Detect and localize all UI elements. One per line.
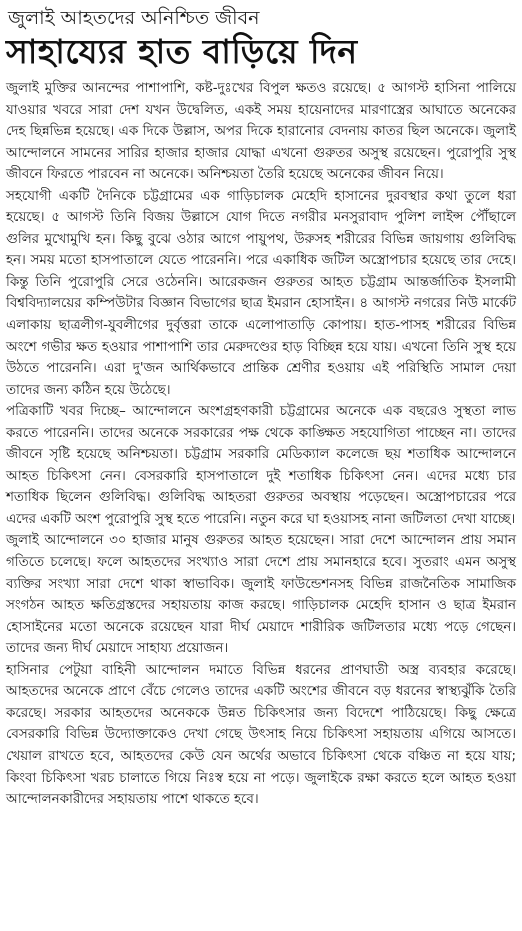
article-paragraph-4: জুলাই আন্দোলনে ৩০ হাজার মানুষ গুরুতর আহত হয়েছেন। সারা দেশে আন্দোলন প্রায় সমান গতিতে চলেছে। ফলে আহতদের সংখ্যাও সারা দেশে প্রায় সমানহারে হবে। সুতরাং এমন অসুস্থ ব্যক্তির সংখ্যা সারা দেশে থাকা স্বাভাবিক। জুলাই ফাউন্ডেশনসহ বিভিন্ন রাজনৈতিক সামাজিক সংগঠন আহত ক্ষতিগ্রস্তদের সহায়তায় কাজ করছে। গাড়িচালক মেহেদি হাসান ও ছাত্র ইমরান হোসাইনের মতো অনেকে রয়েছেন যারা দীর্ঘ মেয়াদে শারীরিক জটিলতার মধ্যে পড়ে গেছেন। তাদের জন্য দীর্ঘ মেয়াদে সাহায্য প্রয়োজন। xyxy=(6,533,516,657)
article-kicker: জুলাই আহতদের অনিশ্চিত জীবন xyxy=(8,7,260,29)
article-paragraph-2: সহযোগী একটি দৈনিকে চট্টগ্রামের এক গাড়িচালক মেহেদি হাসানের দুরবস্থার কথা তুলে ধরা হয়েছে। ৫ আগস্ট তিনি বিজয় উল্লাসে যোগ দিতে নগরীর মনসুরাবাদ পুলিশ লাইন্স পৌঁছালে গুলির মুখোমুখি হন। কিছু বুঝে ওঠার আগে পায়ুপথ, উরুসহ শরীরের বিভিন্ন জায়গায় গুলিবিদ্ধ হন। সময় মতো হাসপাতালে যেতে পারেননি। পরে একাধিক জটিল অস্ত্রোপচার হয়েছে তার দেহে। কিন্তু তিনি পুরোপুরি সেরে ওঠেননি। আরেকজন গুরুতর আহত চট্টগ্রাম আন্তর্জাতিক ইসলামী বিশ্ববিদ্যালয়ের কম্পিউটার বিজ্ঞান বিভাগের ছাত্র ইমরান হোসাইন। ৪ আগস্ট নগরের নিউ মার্কেট এলাকায় ছাত্রলীগ-যুবলীগের দুর্বৃত্তরা তাকে এলোপাতাড়ি কোপায়। হাত-পাসহ শরীরের বিভিন্ন অংশে গভীর ক্ষত হওয়ার পাশাপাশি তার মেরুদণ্ডের হাড় বিচ্ছিন্ন হয়ে যায়। এখনো তিনি সুস্থ হয়ে উঠতে পারেননি। এরা দু'জন আর্থিকভাবে প্রান্তিক শ্রেণীর হওয়ায় এই পরিস্থিতি সামাল দেয়া তাদের জন্য কঠিন হয়ে উঠেছে। xyxy=(6,188,516,398)
article-paragraph-1: জুলাই মুক্তির আনন্দের পাশাপাশি, কষ্ট-দুঃখের বিপুল ক্ষতও রয়েছে। ৫ আগস্ট হাসিনা পালিয়ে যাওয়ার খবরে সারা দেশ যখন উদ্বেলিত, একই সময় হায়েনাদের মারণাস্ত্রের আঘাতে অনেকের দেহ ছিন্নভিন্ন হয়েছে। এক দিকে উল্লাস, অপর দিকে হারানোর বেদনায় কাতর ছিল অনেকে। জুলাই আন্দোলনে সামনের সারির হাজার হাজার যোদ্ধা এখনো গুরুতর অসুস্থ রয়েছেন। পুরোপুরি সুস্থ জীবনে ফিরতে পারবেন না অনেকে। অনিশ্চয়তা তৈরি হয়েছে অনেকের জীবন নিয়ে। xyxy=(6,81,516,183)
article-headline: সাহায্যের হাত বাড়িয়ে দিন xyxy=(6,32,358,71)
article-paragraph-5: হাসিনার পেটুয়া বাহিনী আন্দোলন দমাতে বিভিন্ন ধরনের প্রাণঘাতী অস্ত্র ব্যবহার করেছে। আহতদের অনেকে প্রাণে বেঁচে গেলেও তাদের একটি অংশের জীবনে বড় ধরনের স্বাস্থ্যঝুঁকি তৈরি করেছে। সরকার আহতদের অনেককে উন্নত চিকিৎসার জন্য বিদেশে পাঠিয়েছে। কিছু ক্ষেত্রে বেসরকারি বিভিন্ন উদ্যোক্তাকেও দেখা গেছে উৎসাহ নিয়ে চিকিৎসা সহায়তায় এগিয়ে আসতে। খেয়াল রাখতে হবে, আহতদের কেউ যেন অর্থের অভাবে চিকিৎসা থেকে বঞ্চিত না হয়ে যায়; কিংবা চিকিৎসা খরচ চালাতে গিয়ে নিঃস্ব হয়ে না পড়ে। জুলাইকে রক্ষা করতে হলে আহত হওয়া আন্দোলনকারীদের সহায়তায় পাশে থাকতে হবে। xyxy=(6,662,516,808)
article-paragraph-3: পত্রিকাটি খবর দিচ্ছে– আন্দোলনে অংশগ্রহণকারী চট্টগ্রামের অনেকে এক বছরেও সুস্থতা লাভ করতে পারেননি। তাদের অনেকে সরকারের পক্ষ থেকে কাঙ্ক্ষিত সহযোগিতা পাচ্ছেন না। তাদের জীবনে সৃষ্টি হয়েছে অনিশ্চয়তা। চট্টগ্রাম সরকারি মেডিক্যাল কলেজে ছয় শতাধিক আন্দোলনে আহত চিকিৎসা নেন। বেসরকারি হাসপাতালে দুই শতাধিক চিকিৎসা নেন। এদের মধ্যে চার শতাধিক ছিলেন গুলিবিদ্ধ। গুলিবিদ্ধ আহতরা গুরুতর অবস্থায় পড়েছেন। অস্ত্রোপচারের পরে এদের একটি অংশ পুরোপুরি সুস্থ হতে পারেনি। নতুন করে ঘা হওয়াসহ নানা জটিলতা দেখা যাচ্ছে। xyxy=(6,404,516,527)
